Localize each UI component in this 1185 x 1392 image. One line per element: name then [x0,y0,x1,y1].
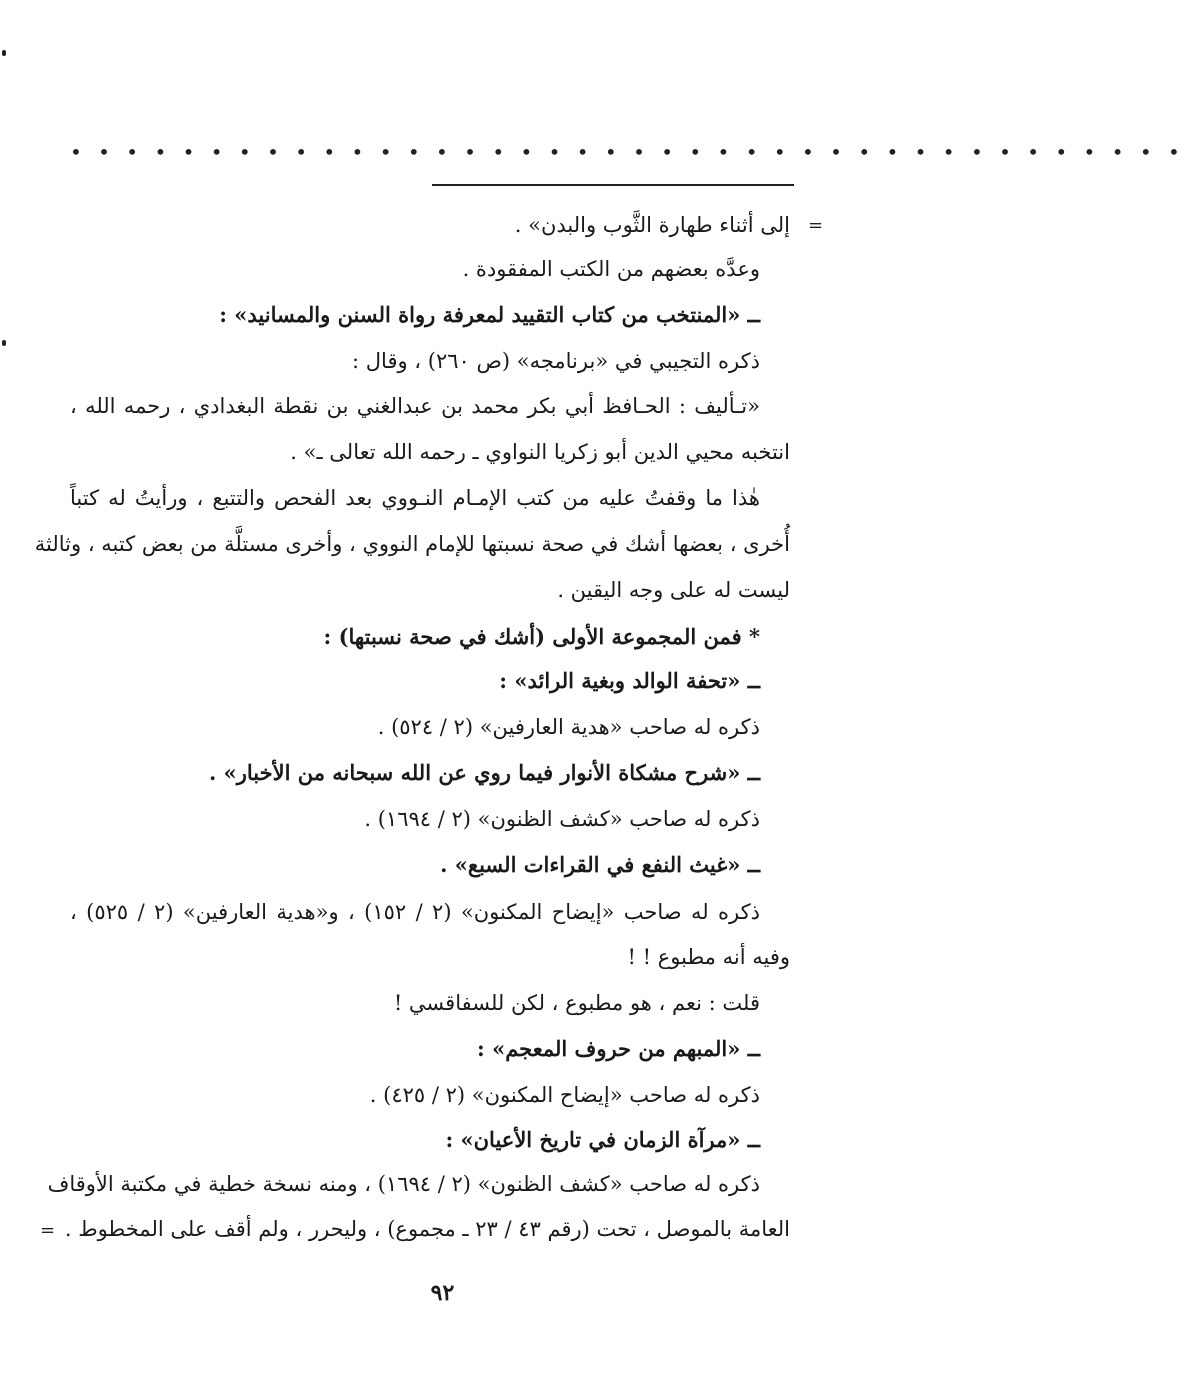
scan-mark [2,50,6,56]
text-line: وفيه أنه مطبوع ! ! [627,945,790,969]
text-line: إلى أثناء طهارة الثَّوب والبدن» . [514,213,790,237]
entry-heading: ــ «المنتخب من كتاب التقييد لمعرفة رواة السنن والمسانيد» : [219,302,760,327]
text-line: أُخرى ، بعضها أشك في صحة نسبتها للإمام النووي ، وأخرى مستلَّة من بعض كتبه ، وثالثة [34,532,790,556]
quote-line: انتخبه محيي الدين أبو زكريا النواوي ـ رحمه الله تعالى ـ» . [290,440,790,464]
text-line: هٰذا ما وقفتُ عليه من كتب الإمـام النـووي بعد الفحص والتتبع ، ورأيتُ له كتباً [70,486,760,510]
entry-heading: ــ «مرآة الزمان في تاريخ الأعيان» : [445,1127,760,1152]
text-line: ذكره له صاحب «كشف الظنون» (٢ / ١٦٩٤) . [364,807,760,831]
text-line: ذكره التجيبي في «برنامجه» (ص ٢٦٠) ، وقال : [352,349,760,373]
entry-heading: ــ «شرح مشكاة الأنوار فيما روي عن الله سبحانه من الأخبار» . [209,760,760,785]
text-line: العامة بالموصل ، تحت (رقم ٤٣ / ٢٣ ـ مجموع) ، وليحرر ، ولم أقف على المخطوط . [64,1217,790,1241]
text-line: ذكره له صاحب «كشف الظنون» (٢ / ١٦٩٤) ، ومنه نسخة خطية في مكتبة الأوقاف [47,1172,760,1196]
section-heading: * فمن المجموعة الأولى (أشك في صحة نسبتها) : [323,624,760,649]
continuation-mark-bottom: = [40,1220,56,1241]
text-line: ليست له على وجه اليقين . [557,578,790,602]
entry-heading: ــ «تحفة الوالد وبغية الرائد» : [499,668,760,693]
page-number: ٩٢ [430,1280,455,1306]
text-line: ذكره له صاحب «إيضاح المكنون» (٢ / ١٥٢) ، و«هدية العارفين» (٢ / ٥٢٥) ، [70,900,760,924]
footnote-rule [432,184,794,186]
scan-mark [2,340,6,346]
text-line: قلت : نعم ، هو مطبوع ، لكن للسفاقسي ! [393,991,760,1015]
entry-heading: ــ «غيث النفع في القراءات السبع» . [440,852,760,877]
text-line: وعدَّه بعضهم من الكتب المفقودة . [462,257,760,281]
continuation-mark-top: = [808,215,824,236]
entry-heading: ــ «المبهم من حروف المعجم» : [477,1036,760,1061]
text-line: ذكره له صاحب «هدية العارفين» (٢ / ٥٢٤) . [377,715,760,739]
quote-line: «تـأليف : الحـافظ أبي بكر محمد بن عبدالغني بن نقطة البغدادي ، رحمه الله ، [70,394,760,418]
text-line: ذكره له صاحب «إيضاح المكنون» (٢ / ٤٢٥) . [369,1083,760,1107]
separator-dots: • • • • • • • • • • • • • • • • • • • • • • • • • • • • • • • • • • • • • • • • [70,140,1185,164]
